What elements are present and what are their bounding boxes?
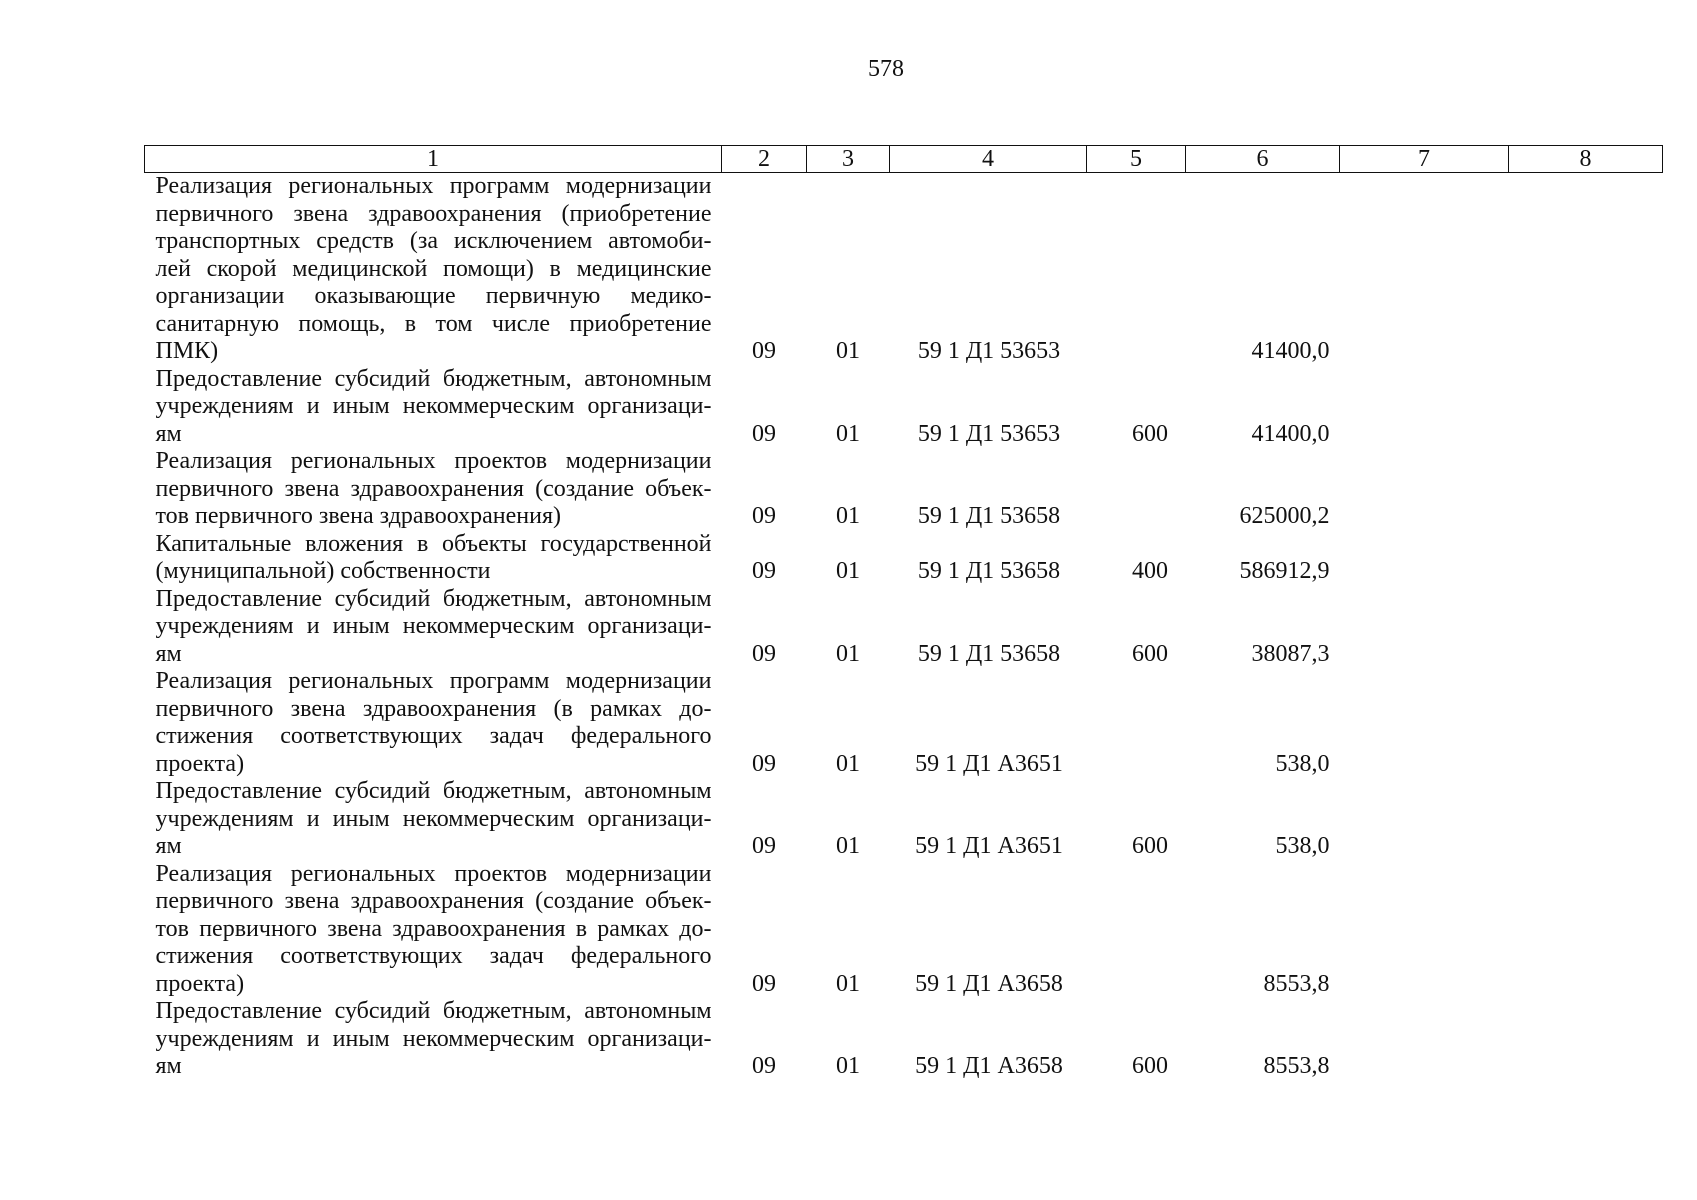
column-header-2: 2 [722, 146, 807, 173]
description-line: учреждениям и иным некоммерческим организаци- [155, 805, 712, 832]
table-row [145, 778, 1663, 861]
row-subsection-code: 01 [836, 640, 860, 667]
row-column-7 [1340, 778, 1509, 861]
description-line: ям [155, 833, 182, 859]
table-row [145, 998, 1663, 1081]
description-line: санитарную помощь, в том числе приобретение [155, 310, 712, 337]
row-column-8 [1509, 448, 1663, 531]
row-description [145, 998, 722, 1081]
description-line: Реализация региональных программ модернизации [155, 173, 712, 199]
row-description [145, 861, 722, 999]
description-line: первичного звена здравоохранения (создание объек- [155, 888, 712, 914]
row-subsection-code: 01 [836, 420, 860, 447]
row-column-8 [1509, 173, 1663, 366]
description-line: тов первичного звена здравоохранения) [155, 503, 562, 529]
description-line: первичного звена здравоохранения (приобретение [155, 200, 712, 227]
row-description [145, 586, 722, 669]
row-amount: 41400,0 [1251, 338, 1330, 364]
row-subsection-code: 01 [836, 833, 860, 859]
row-target-article: 59 1 Д1 А3651 [915, 750, 1063, 777]
row-amount: 41400,0 [1251, 420, 1330, 447]
row-subsection-code: 01 [836, 558, 860, 584]
row-section-code: 09 [752, 420, 776, 447]
description-line: организации оказывающие первичную медико- [155, 283, 712, 309]
row-amount: 8553,8 [1263, 1053, 1330, 1079]
row-column-7 [1340, 448, 1509, 531]
description-line: лей скорой медицинской помощи) в медицинские [155, 255, 712, 282]
row-column-8 [1509, 778, 1663, 861]
description-line: учреждениям и иным некоммерческим организаци- [155, 613, 712, 639]
row-expense-type: 600 [1132, 640, 1168, 667]
column-header-1: 1 [145, 146, 722, 173]
row-expense-type: 600 [1132, 420, 1168, 447]
row-column-8 [1509, 861, 1663, 999]
row-column-7 [1340, 173, 1509, 366]
row-column-7 [1340, 668, 1509, 778]
row-amount: 586912,9 [1239, 558, 1330, 584]
row-description [145, 366, 722, 449]
row-subsection-code: 01 [836, 338, 860, 364]
description-line: стижения соответствующих задач федерального [155, 943, 712, 969]
description-line: первичного звена здравоохранения (в рамках до- [155, 695, 712, 722]
table-body [145, 173, 1663, 1081]
row-description [145, 173, 722, 366]
column-header-7: 7 [1340, 146, 1509, 173]
description-line: ям [155, 420, 182, 447]
row-section-code: 09 [752, 640, 776, 667]
row-section-code: 09 [752, 970, 776, 997]
row-target-article: 59 1 Д1 А3651 [915, 833, 1063, 859]
description-line: стижения соответствующих задач федерального [155, 723, 712, 749]
row-subsection-code: 01 [836, 1053, 860, 1079]
description-line: проекта) [155, 970, 245, 997]
table-row [145, 861, 1663, 999]
row-target-article: 59 1 Д1 А3658 [915, 1053, 1063, 1079]
row-column-8 [1509, 586, 1663, 669]
column-header-5: 5 [1087, 146, 1186, 173]
table-row [145, 668, 1663, 778]
table-row [145, 448, 1663, 531]
row-section-code: 09 [752, 833, 776, 859]
description-line: Предоставление субсидий бюджетным, автономным [155, 998, 712, 1024]
row-amount: 538,0 [1275, 750, 1330, 777]
row-column-8 [1509, 531, 1663, 586]
description-line: учреждениям и иным некоммерческим организаци- [155, 393, 712, 419]
row-description [145, 778, 722, 861]
column-header-8: 8 [1509, 146, 1663, 173]
row-column-8 [1509, 998, 1663, 1081]
row-target-article: 59 1 Д1 53653 [917, 420, 1061, 447]
row-target-article: 59 1 Д1 53658 [917, 640, 1061, 667]
row-target-article: 59 1 Д1 53658 [917, 558, 1061, 584]
table-header-row [145, 146, 1663, 173]
description-line: Реализация региональных проектов модернизации [155, 448, 712, 474]
row-description [145, 668, 722, 778]
row-target-article: 59 1 Д1 53658 [917, 503, 1061, 529]
row-section-code: 09 [752, 1053, 776, 1079]
row-target-article: 59 1 Д1 53653 [917, 338, 1061, 364]
row-column-7 [1340, 586, 1509, 669]
table-row [145, 531, 1663, 586]
description-line: проекта) [155, 750, 245, 777]
column-header-3: 3 [807, 146, 890, 173]
column-header-6: 6 [1186, 146, 1340, 173]
row-column-7 [1340, 531, 1509, 586]
row-subsection-code: 01 [836, 503, 860, 529]
row-section-code: 09 [752, 503, 776, 529]
description-line: транспортных средств (за исключением автомоби- [155, 228, 712, 254]
description-line: тов первичного звена здравоохранения в рамках до- [155, 915, 712, 942]
description-line: учреждениям и иным некоммерческим организаци- [155, 1025, 712, 1052]
description-line: ям [155, 1053, 182, 1079]
column-header-4: 4 [890, 146, 1087, 173]
budget-table [144, 145, 1663, 1081]
description-line: Предоставление субсидий бюджетным, автономным [155, 585, 712, 612]
description-line: ям [155, 640, 182, 667]
row-column-8 [1509, 668, 1663, 778]
row-section-code: 09 [752, 338, 776, 364]
description-line: Предоставление субсидий бюджетным, автономным [155, 365, 712, 392]
row-column-7 [1340, 998, 1509, 1081]
row-expense-type [1087, 668, 1186, 778]
row-expense-type [1087, 861, 1186, 999]
row-expense-type: 400 [1132, 558, 1168, 584]
table-row [145, 366, 1663, 449]
row-description [145, 531, 722, 586]
row-target-article: 59 1 Д1 А3658 [915, 970, 1063, 997]
row-column-7 [1340, 861, 1509, 999]
table-row [145, 173, 1663, 366]
row-amount: 38087,3 [1251, 640, 1330, 667]
description-line: Предоставление субсидий бюджетным, автономным [155, 778, 712, 804]
page-number: 578 [868, 56, 904, 82]
row-amount: 625000,2 [1239, 503, 1330, 529]
row-amount: 8553,8 [1263, 970, 1330, 997]
description-line: первичного звена здравоохранения (создание объек- [155, 475, 712, 502]
description-line: Реализация региональных проектов модернизации [155, 860, 712, 887]
row-column-7 [1340, 366, 1509, 449]
row-column-8 [1509, 366, 1663, 449]
description-line: Реализация региональных программ модернизации [155, 668, 712, 694]
description-line: ПМК) [155, 338, 219, 364]
row-description [145, 448, 722, 531]
row-amount: 538,0 [1275, 833, 1330, 859]
row-expense-type [1087, 173, 1186, 366]
row-section-code: 09 [752, 750, 776, 777]
row-expense-type: 600 [1132, 833, 1168, 859]
table-row [145, 586, 1663, 669]
description-line: (муниципальной) собственности [155, 558, 491, 584]
row-expense-type [1087, 448, 1186, 531]
row-subsection-code: 01 [836, 750, 860, 777]
description-line: Капитальные вложения в объекты государственной [155, 530, 712, 557]
row-expense-type: 600 [1132, 1053, 1168, 1079]
row-section-code: 09 [752, 558, 776, 584]
row-subsection-code: 01 [836, 970, 860, 997]
